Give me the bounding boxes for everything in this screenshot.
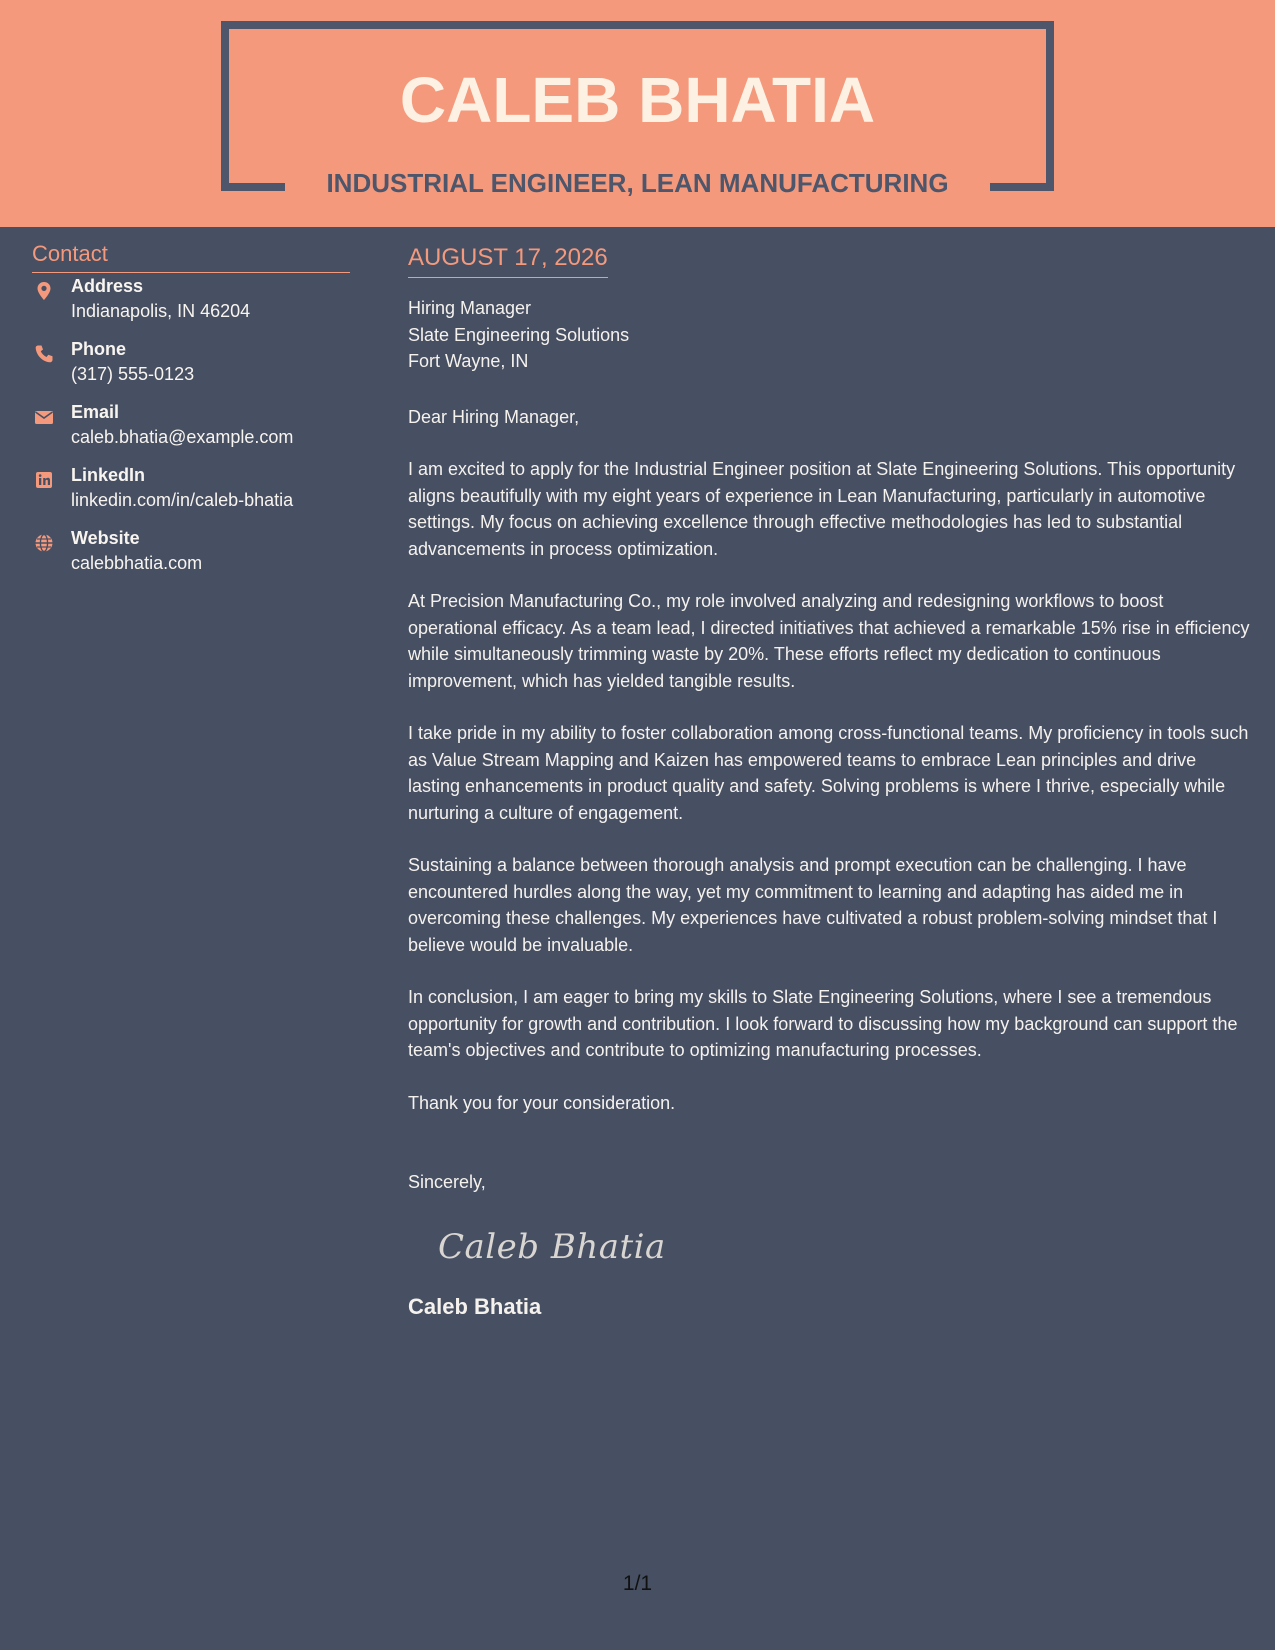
- job-title: INDUSTRIAL ENGINEER, LEAN MANUFACTURING: [326, 168, 949, 198]
- contact-label: Email: [71, 402, 120, 422]
- body-paragraph: I am excited to apply for the Industrial Engineer position at Slate Engineering Solutions. This opportunity aligns beautifully with my eight years of experience in Lean Manufacturing, particularly in automotive settings. My focus on achieving excellence through effective methodologies has led to substantial advancements in process optimization.: [408, 459, 1236, 559]
- recipient-line: Slate Engineering Solutions: [408, 324, 630, 345]
- recipient-line: Hiring Manager: [408, 298, 532, 318]
- contact-value: calebbhatia.com: [71, 553, 203, 573]
- contact-label: Phone: [71, 339, 127, 359]
- contact-label: Website: [71, 528, 140, 548]
- contact-value: linkedin.com/in/caleb-bhatia: [71, 490, 294, 510]
- salutation: Dear Hiring Manager,: [408, 406, 580, 427]
- body-paragraph: Sustaining a balance between thorough analysis and prompt execution can be challenging. I have encountered hurdles along the way, yet my commitment to learning and adapting has aided me in overcoming these challenges. My experiences have cultivated a robust problem-solving mindset that I believe would be invaluable.: [408, 855, 1218, 955]
- contact-sidebar: [32, 240, 352, 588]
- body-paragraph: At Precision Manufacturing Co., my role involved analyzing and redesigning workflows to boost operational efficacy. As a team lead, I directed initiatives that achieved a remarkable 15% rise in efficiency while simultaneously trimming waste by 20%. These efforts reflect my dedication to continuous improvement, which has yielded tangible results.: [408, 591, 1250, 691]
- contact-label: Address: [71, 276, 144, 296]
- contact-item-email: [32, 399, 352, 462]
- contact-item-phone: [32, 336, 352, 399]
- body-paragraph: I take pride in my ability to foster collaboration among cross-functional teams. My proficiency in tools such as Value Stream Mapping and Kaizen has empowered teams to embrace Lean principles and drive lasting enhancements in product quality and safety. Solving problems is where I thrive, especially while nurturing a culture of engagement.: [408, 723, 1249, 823]
- recipient-block: [408, 295, 1253, 375]
- applicant-name: CALEB BHATIA: [399, 64, 876, 136]
- closing: Sincerely,: [408, 1172, 486, 1192]
- map-pin-icon: [34, 281, 54, 301]
- letter-date: AUGUST 17, 2026: [408, 243, 608, 278]
- header-banner: [0, 0, 1275, 227]
- contact-label: LinkedIn: [71, 465, 146, 485]
- page-number: 1/1: [622, 1572, 653, 1595]
- signed-name: Caleb Bhatia: [408, 1293, 542, 1319]
- contact-item-linkedin: [32, 462, 352, 525]
- contact-heading: Contact: [32, 240, 350, 273]
- thank-you-line: Thank you for your consideration.: [408, 1092, 676, 1113]
- contact-value: Indianapolis, IN 46204: [71, 301, 251, 321]
- contact-item-website: [32, 525, 352, 588]
- handwritten-signature: Caleb Bhatia: [438, 1226, 666, 1267]
- phone-icon: [34, 344, 54, 364]
- letter-body: [408, 243, 1253, 1322]
- body-paragraph: In conclusion, I am eager to bring my skills to Slate Engineering Solutions, where I see a tremendous opportunity for growth and contribution. I look forward to discussing how my background can support the team's objectives and contribute to optimizing manufacturing processes.: [408, 987, 1238, 1060]
- contact-item-address: [32, 273, 352, 336]
- envelope-icon: [34, 407, 54, 427]
- contact-value: caleb.bhatia@example.com: [71, 427, 294, 447]
- contact-value: (317) 555-0123: [71, 364, 195, 384]
- linkedin-icon: [34, 470, 54, 490]
- globe-icon: [34, 533, 54, 553]
- recipient-line: Fort Wayne, IN: [408, 351, 529, 371]
